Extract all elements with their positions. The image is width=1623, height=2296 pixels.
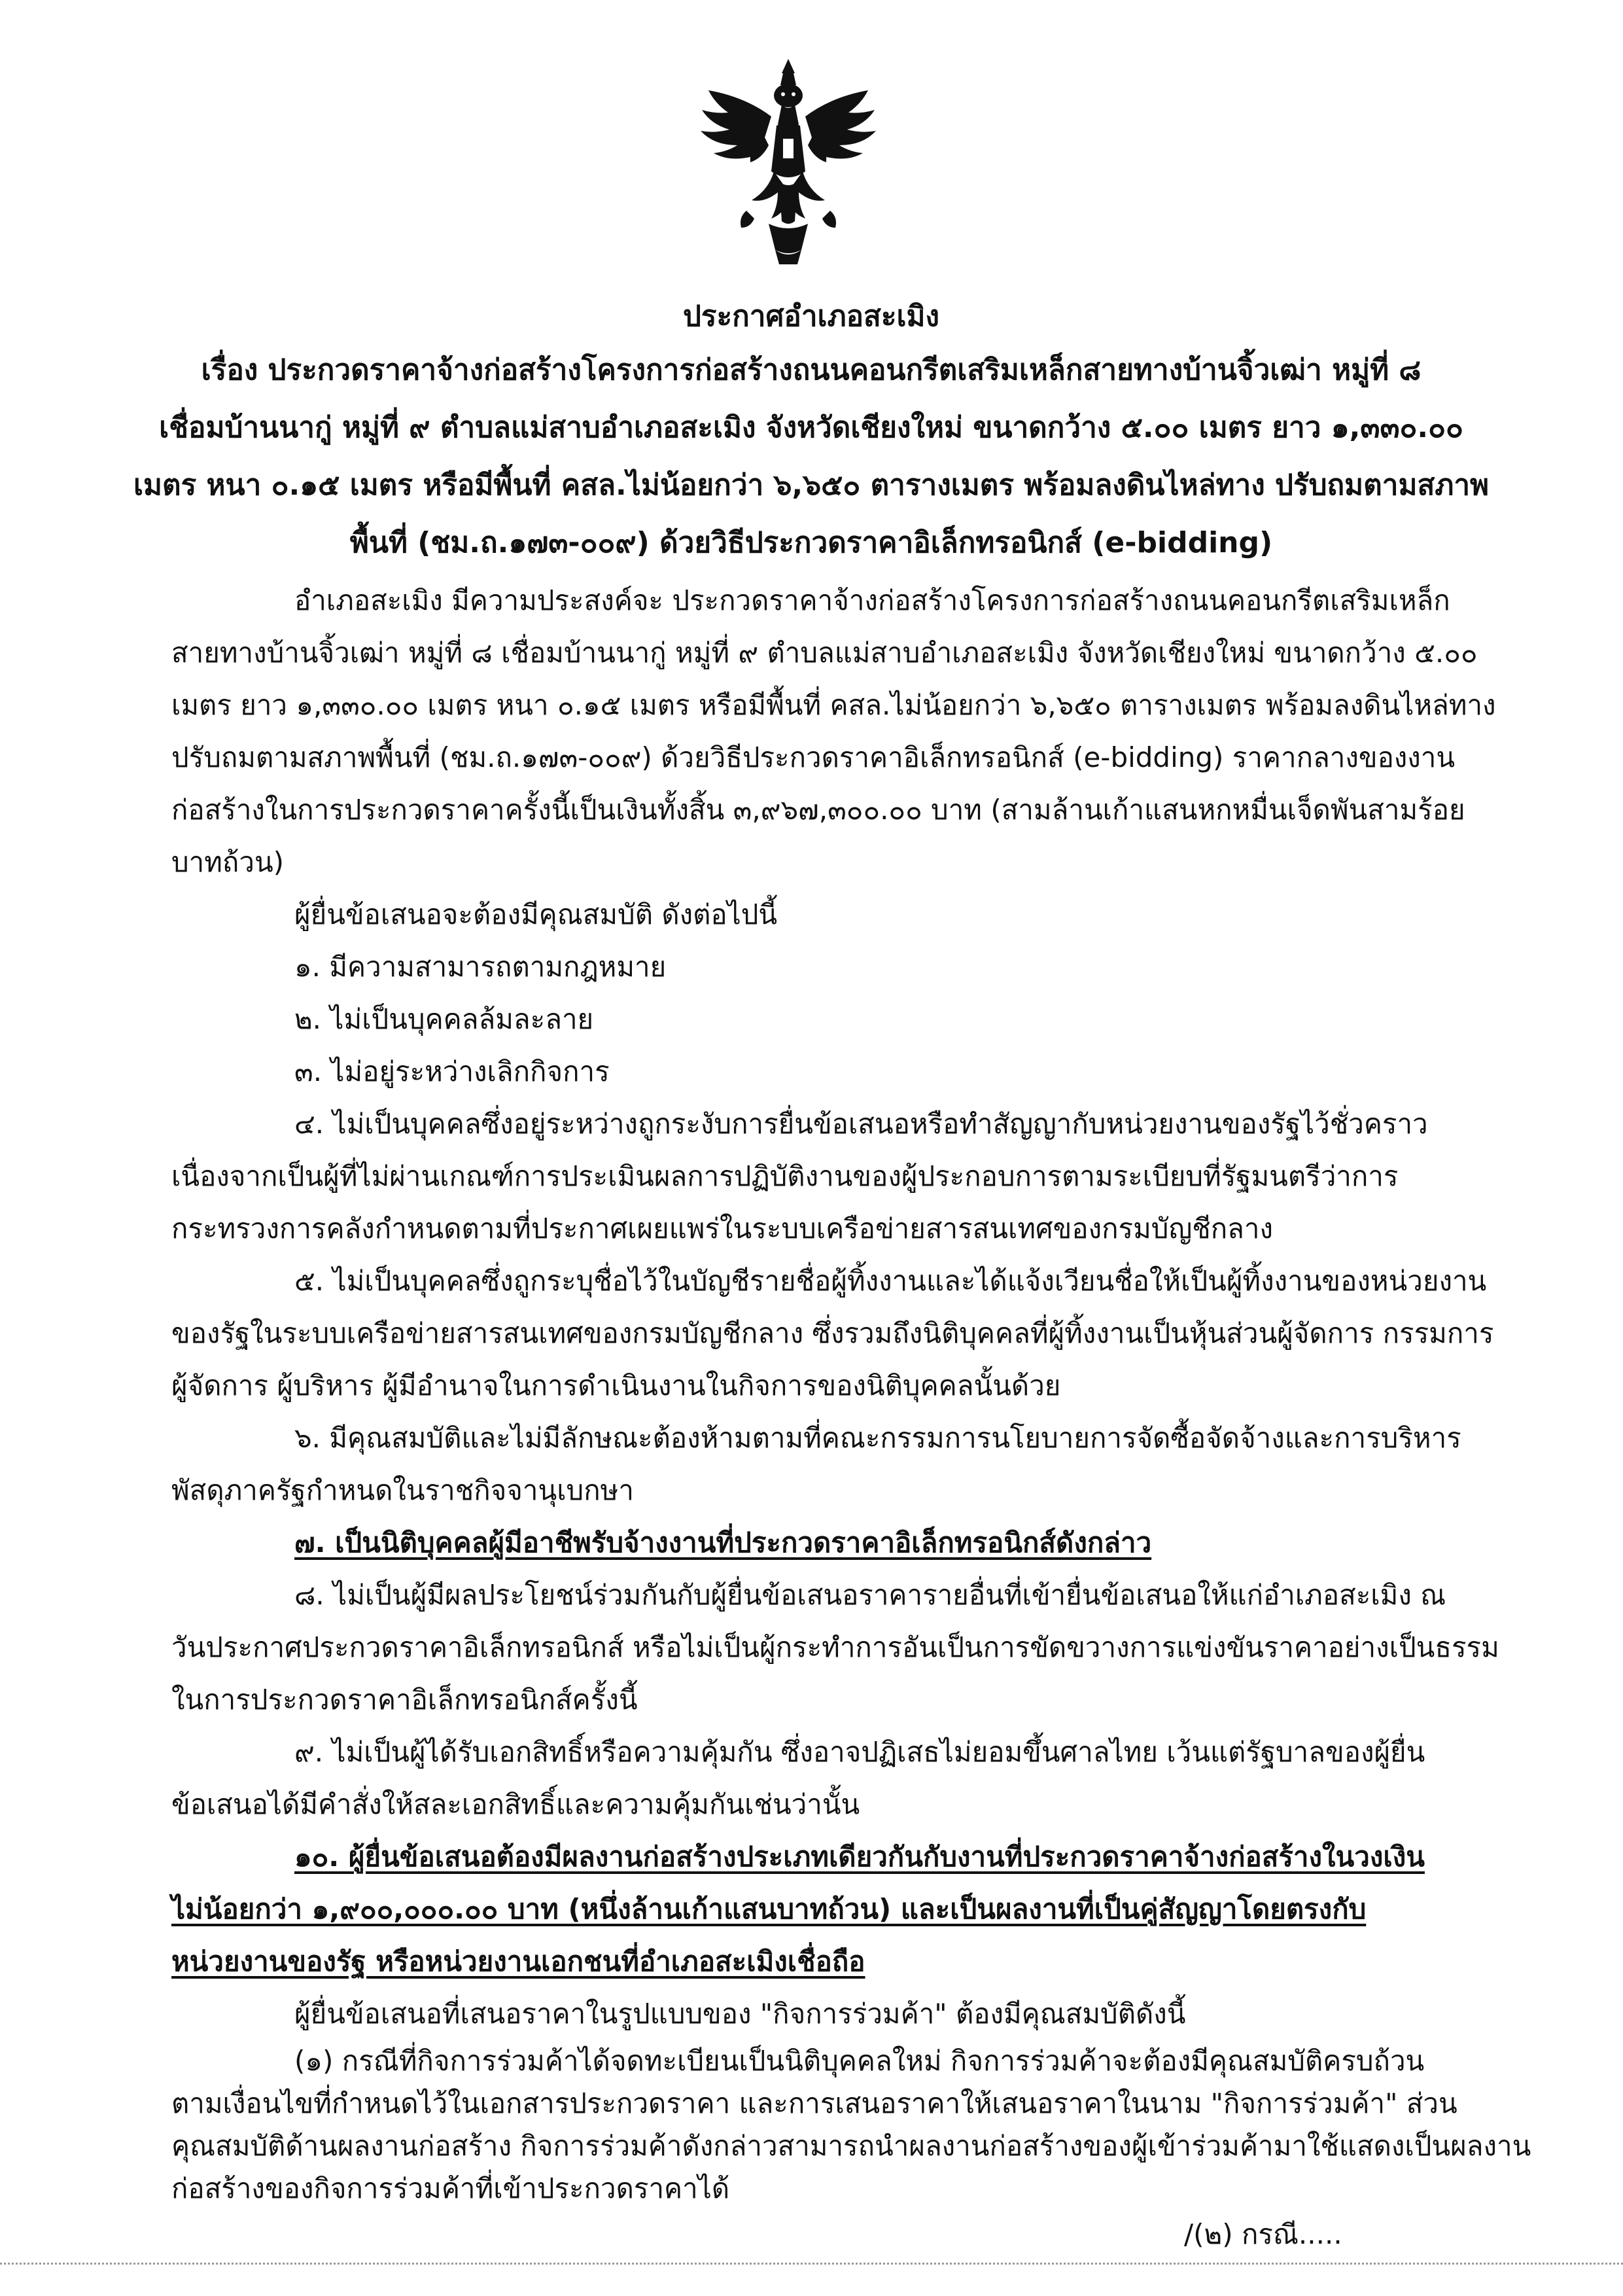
- qualification-item-4: ๔. ไม่เป็นบุคคลซึ่งอยู่ระหว่างถูกระงับการยื่นข้อเสนอหรือทำสัญญากับหน่วยงานของรัฐไว้ชั่วคราว: [294, 1108, 1428, 1140]
- qualification-item-9-cont: ข้อเสนอได้มีคำสั่งให้สละเอกสิทธิ์และความคุ้มกันเช่นว่านั้น: [171, 1788, 860, 1820]
- joint-venture-item-1-cont: ก่อสร้างของกิจการร่วมค้าที่เข้าประกวดราคาได้: [171, 2172, 730, 2204]
- qualification-item-3: ๓. ไม่อยู่ระหว่างเลิกกิจการ: [294, 1055, 610, 1087]
- qualification-item-10-cont: หน่วยงานของรัฐ หรือหน่วยงานเอกชนที่อำเภอสะเมิงเชื่อถือ: [171, 1945, 865, 1977]
- qualification-item-10: ๑๐. ผู้ยื่นข้อเสนอต้องมีผลงานก่อสร้างประเภทเดียวกันกับงานที่ประกวดราคาจ้างก่อสร้างในวงเงิน: [294, 1841, 1425, 1873]
- subject-line: เมตร หนา ๐.๑๕ เมตร หรือมีพื้นที่ คสล.ไม่น้อยกว่า ๖,๖๕๐ ตารางเมตร พร้อมลงดินไหล่ทาง ปรับถมตามสภาพ: [133, 468, 1490, 502]
- announcement-title: ประกาศอำเภอสะเมิง: [682, 300, 940, 333]
- qualification-item-5-cont: ผู้จัดการ ผู้บริหาร ผู้มีอำนาจในการดำเนินงานในกิจการของนิติบุคคลนั้นด้วย: [171, 1369, 1061, 1402]
- qualification-item-4-cont: เนื่องจากเป็นผู้ที่ไม่ผ่านเกณฑ์การประเมินผลการปฏิบัติงานของผู้ประกอบการตามระเบียบที่รัฐมนตรีว่าการ: [171, 1160, 1399, 1192]
- intro-line: บาทถ้วน): [171, 846, 285, 878]
- joint-venture-intro: ผู้ยื่นข้อเสนอที่เสนอราคาในรูปแบบของ "กิจการร่วมค้า" ต้องมีคุณสมบัติดังนี้: [294, 1998, 1186, 2030]
- intro-line: เมตร ยาว ๑,๓๓๐.๐๐ เมตร หนา ๐.๑๕ เมตร หรือมีพื้นที่ คสล.ไม่น้อยกว่า ๖,๖๕๐ ตารางเมตร พร้อมลงดินไหล่ทาง: [171, 689, 1496, 721]
- scan-edge-divider: [0, 2263, 1623, 2265]
- intro-line: ก่อสร้างในการประกวดราคาครั้งนี้เป็นเงินทั้งสิ้น ๓,๙๖๗,๓๐๐.๐๐ บาท (สามล้านเก้าแสนหกหมื่นเจ็ดพันสามร้อย: [171, 794, 1465, 826]
- intro-line: ปรับถมตามสภาพพื้นที่ (ชม.ถ.๑๗๓-๐๐๙) ด้วยวิธีประกวดราคาอิเล็กทรอนิกส์ (e-bidding) ราคากลางของงาน: [171, 741, 1456, 773]
- qualification-item-1: ๑. มีความสามารถตามกฎหมาย: [294, 951, 667, 983]
- qualification-item-6-cont: พัสดุภาครัฐกำหนดในราชกิจจานุเบกษา: [171, 1474, 634, 1506]
- joint-venture-item-1: (๑) กรณีที่กิจการร่วมค้าได้จดทะเบียนเป็นนิติบุคคลใหม่ กิจการร่วมค้าจะต้องมีคุณสมบัติครบถ้วน: [294, 2045, 1425, 2077]
- qualification-item-4-cont: กระทรวงการคลังกำหนดตามที่ประกาศเผยแพร่ในระบบเครือข่ายสารสนเทศของกรมบัญชีกลาง: [171, 1212, 1273, 1245]
- garuda-emblem-icon: [684, 54, 893, 270]
- qualification-item-10-cont: ไม่น้อยกว่า ๑,๙๐๐,๐๐๐.๐๐ บาท (หนึ่งล้านเก้าแสนบาทถ้วน) และเป็นผลงานที่เป็นคู่สัญญาโดยตรงกับ: [171, 1893, 1367, 1925]
- announcement-subject: [118, 342, 1505, 572]
- joint-venture-item-1-cont: ตามเงื่อนไขที่กำหนดไว้ในเอกสารประกวดราคา และการเสนอราคาให้เสนอราคาในนาม "กิจการร่วมค้า" ส่วน: [171, 2087, 1457, 2119]
- qualification-item-5: ๕. ไม่เป็นบุคคลซึ่งถูกระบุชื่อไว้ในบัญชีรายชื่อผู้ทิ้งงานและได้แจ้งเวียนชื่อให้เป็นผู้ทิ้งงานของหน่วยงาน: [294, 1265, 1487, 1297]
- qualification-item-2: ๒. ไม่เป็นบุคคลล้มละลาย: [294, 1003, 594, 1035]
- qualification-item-8: ๘. ไม่เป็นผู้มีผลประโยชน์ร่วมกันกับผู้ยื่นข้อเสนอราคารายอื่นที่เข้ายื่นข้อเสนอให้แก่อำเภอสะเมิง ณ: [294, 1579, 1446, 1611]
- joint-venture-item-1-cont: คุณสมบัติด้านผลงานก่อสร้าง กิจการร่วมค้าดังกล่าวสามารถนำผลงานก่อสร้างของผู้เข้าร่วมค้ามาใช้แสดงเป็นผลงาน: [171, 2130, 1531, 2162]
- qualification-item-7: ๗. เป็นนิติบุคคลผู้มีอาชีพรับจ้างงานที่ประกวดราคาอิเล็กทรอนิกส์ดังกล่าว: [294, 1527, 1152, 1559]
- subject-line: พื้นที่ (ชม.ถ.๑๗๓-๐๐๙) ด้วยวิธีประกวดราคาอิเล็กทรอนิกส์ (e-bidding): [349, 526, 1273, 559]
- subject-line: เรื่อง ประกวดราคาจ้างก่อสร้างโครงการก่อสร้างถนนคอนกรีตเสริมเหล็กสายทางบ้านจิ้วเฒ่า หมู่ที่ ๘: [201, 353, 1422, 387]
- qualification-item-8-cont: วันประกาศประกวดราคาอิเล็กทรอนิกส์ หรือไม่เป็นผู้กระทำการอันเป็นการขัดขวางการแข่งขันราคาอย่างเป็นธรรม: [171, 1631, 1499, 1663]
- qualification-item-9: ๙. ไม่เป็นผู้ได้รับเอกสิทธิ์หรือความคุ้มกัน ซึ่งอาจปฏิเสธไม่ยอมขึ้นศาลไทย เว้นแต่รัฐบาลของผู้ยื่น: [294, 1736, 1425, 1768]
- intro-line: อำเภอสะเมิง มีความประสงค์จะ ประกวดราคาจ้างก่อสร้างโครงการก่อสร้างถนนคอนกรีตเสริมเหล็ก: [294, 584, 1450, 616]
- intro-line: สายทางบ้านจิ้วเฒ่า หมู่ที่ ๘ เชื่อมบ้านนากู่ หมู่ที่ ๙ ตำบลแม่สาบอำเภอสะเมิง จังหวัดเชียงใหม่ ขนาดกว้าง ๕.๐๐: [171, 637, 1478, 669]
- qualifications-intro: ผู้ยื่นข้อเสนอจะต้องมีคุณสมบัติ ดังต่อไปนี้: [294, 898, 778, 930]
- qualification-item-8-cont: ในการประกวดราคาอิเล็กทรอนิกส์ครั้งนี้: [171, 1684, 638, 1716]
- subject-line: เชื่อมบ้านนากู่ หมู่ที่ ๙ ตำบลแม่สาบอำเภอสะเมิง จังหวัดเชียงใหม่ ขนาดกว้าง ๕.๐๐ เมตร ยาว ๑,๓๓๐.๐๐: [159, 411, 1463, 444]
- qualification-item-5-cont: ของรัฐในระบบเครือข่ายสารสนเทศของกรมบัญชีกลาง ซึ่งรวมถึงนิติบุคคลที่ผู้ทิ้งงานเป็นหุ้นส่วนผู้จัดการ กรรมการ: [171, 1317, 1494, 1349]
- page-continuation: /(๒) กรณี.....: [1184, 2218, 1342, 2250]
- qualification-item-6: ๖. มีคุณสมบัติและไม่มีลักษณะต้องห้ามตามที่คณะกรรมการนโยบายการจัดซื้อจัดจ้างและการบริหาร: [294, 1422, 1461, 1454]
